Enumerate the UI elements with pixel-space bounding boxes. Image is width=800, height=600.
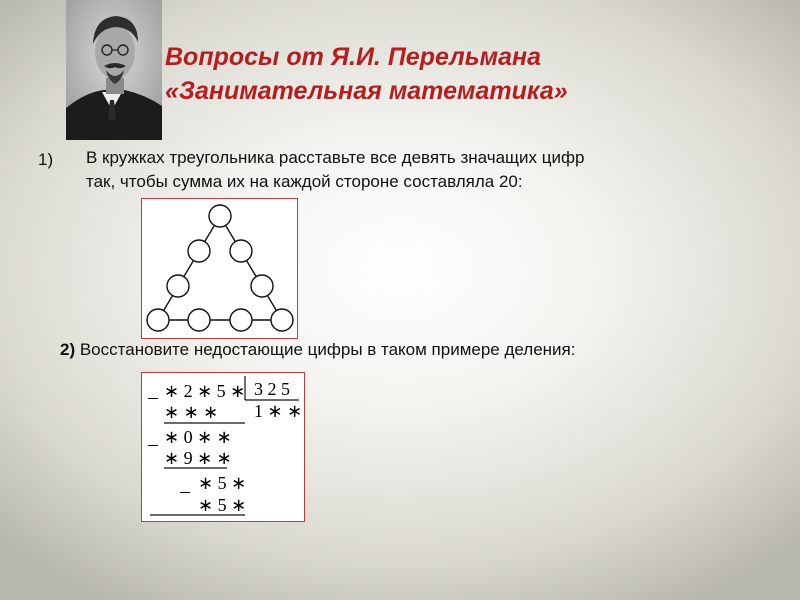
perelman-portrait [66, 0, 162, 140]
division-figure [141, 372, 305, 522]
question-1-line-2: так, чтобы сумма их на каждой стороне составляла 20: [86, 172, 523, 191]
question-1-text [86, 146, 766, 194]
minus-sign-2: – [148, 433, 158, 455]
triangle-figure [141, 198, 298, 339]
slide-title [165, 40, 568, 108]
subtrahend-1: ∗ ∗ ∗ [164, 402, 219, 422]
subtrahend-2: ∗ 9 ∗ ∗ [164, 448, 232, 468]
minus-sign-3: – [180, 480, 190, 502]
minus-sign-1: – [148, 386, 158, 408]
subtrahend-3: ∗ 5 ∗ [198, 495, 247, 515]
dividend: ∗ 2 ∗ 5 ∗ [164, 381, 246, 401]
question-1-number: 1) [38, 150, 54, 169]
divisor: 3 2 5 [254, 379, 290, 399]
quotient: 1 ∗ ∗ [254, 401, 303, 421]
triangle-circle [271, 309, 293, 331]
triangle-circle [209, 205, 231, 227]
triangle-circle [188, 240, 210, 262]
question-2-text: Восстановите недостающие цифры в таком примере деления: [75, 340, 576, 359]
question-1-line-1: В кружках треугольника расставьте все девять значащих цифр [86, 148, 585, 167]
remainder-1: ∗ 0 ∗ ∗ [164, 427, 232, 447]
title-line-1: Вопросы от Я.И. Перельмана [165, 43, 541, 71]
triangle-circle [147, 309, 169, 331]
triangle-circle [230, 309, 252, 331]
question-2 [60, 340, 575, 360]
triangle-circle [188, 309, 210, 331]
triangle-circle [230, 240, 252, 262]
question-2-number: 2) [60, 340, 76, 359]
triangle-circle [251, 275, 273, 297]
remainder-2: ∗ 5 ∗ [198, 473, 247, 493]
title-line-2: «Занимательная математика» [165, 77, 568, 105]
triangle-circle [167, 275, 189, 297]
